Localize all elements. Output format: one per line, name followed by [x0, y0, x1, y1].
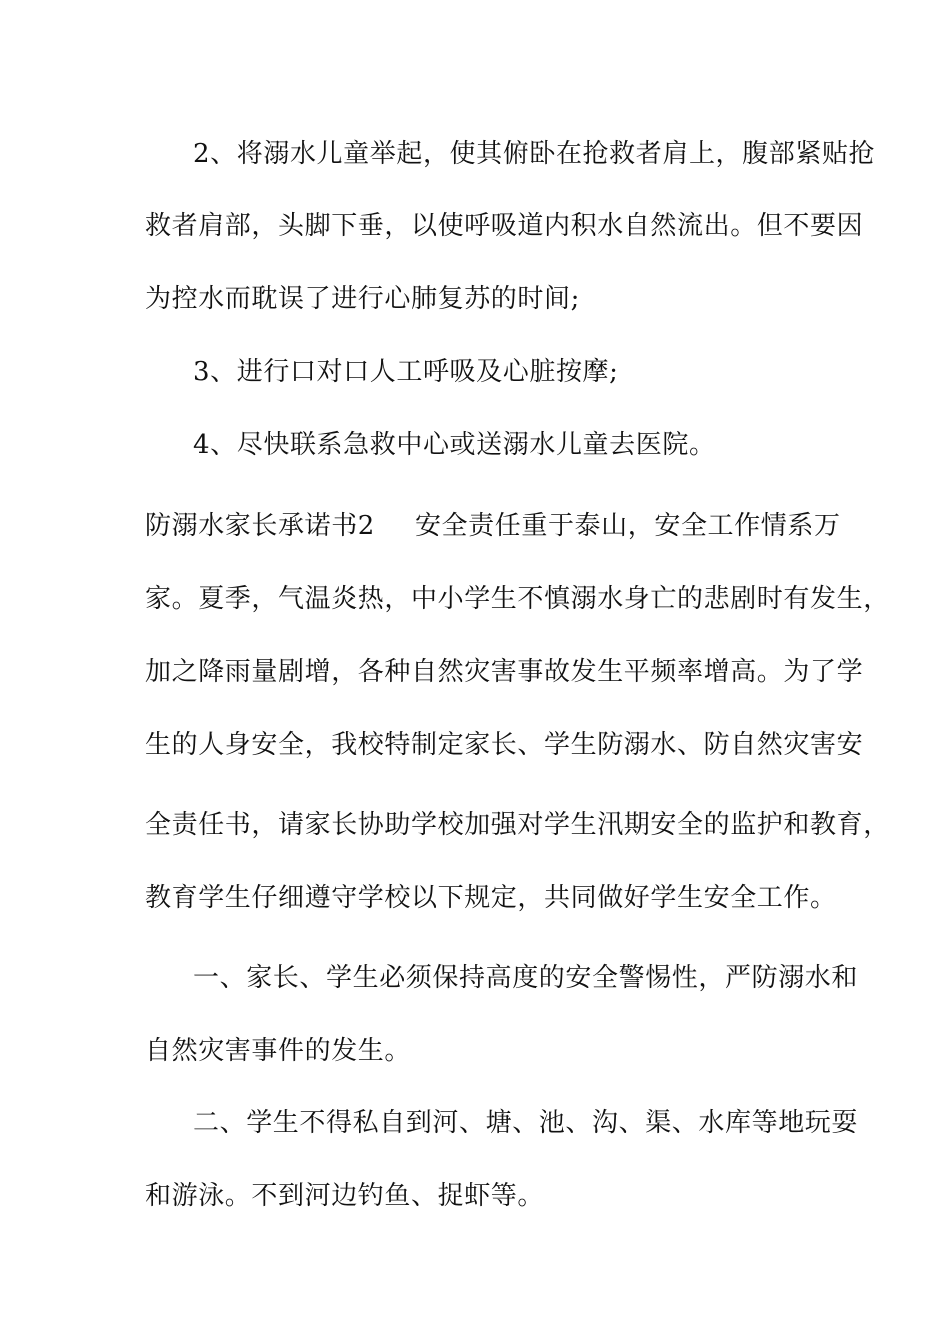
paragraph-line: 自然灾害事件的发生。 — [145, 1036, 412, 1066]
section-title: 防溺水家长承诺书2 — [145, 511, 375, 541]
paragraph-line: 一、家长、学生必须保持高度的安全警惕性，严防溺水和 — [193, 963, 859, 993]
section-intro-text: 安全责任重于泰山，安全工作情系万 — [414, 511, 841, 541]
section-heading-line — [145, 510, 841, 542]
paragraph-line: 3、进行口对口人工呼吸及心脏按摩; — [193, 357, 619, 387]
paragraph-line: 2、将溺水儿童举起，使其俯卧在抢救者肩上，腹部紧贴抢 — [193, 139, 876, 169]
paragraph-line: 和游泳。不到河边钓鱼、捉虾等。 — [145, 1181, 545, 1211]
paragraph-line: 全责任书，请家长协助学校加强对学生汛期安全的监护和教育， — [145, 810, 890, 840]
paragraph-line: 救者肩部，头脚下垂，以使呼吸道内积水自然流出。但不要因 — [145, 211, 864, 241]
paragraph-line: 生的人身安全，我校特制定家长、学生防溺水、防自然灾害安 — [145, 730, 864, 760]
paragraph-line: 二、学生不得私自到河、塘、池、沟、渠、水库等地玩耍 — [193, 1108, 859, 1138]
paragraph-line: 家。夏季，气温炎热，中小学生不慎溺水身亡的悲剧时有发生， — [145, 584, 890, 614]
paragraph-line: 4、尽快联系急救中心或送溺水儿童去医院。 — [193, 430, 716, 460]
paragraph-line: 加之降雨量剧增，各种自然灾害事故发生平频率增高。为了学 — [145, 657, 864, 687]
paragraph-line: 教育学生仔细遵守学校以下规定，共同做好学生安全工作。 — [145, 883, 837, 913]
paragraph-line: 为控水而耽误了进行心肺复苏的时间; — [145, 284, 580, 314]
